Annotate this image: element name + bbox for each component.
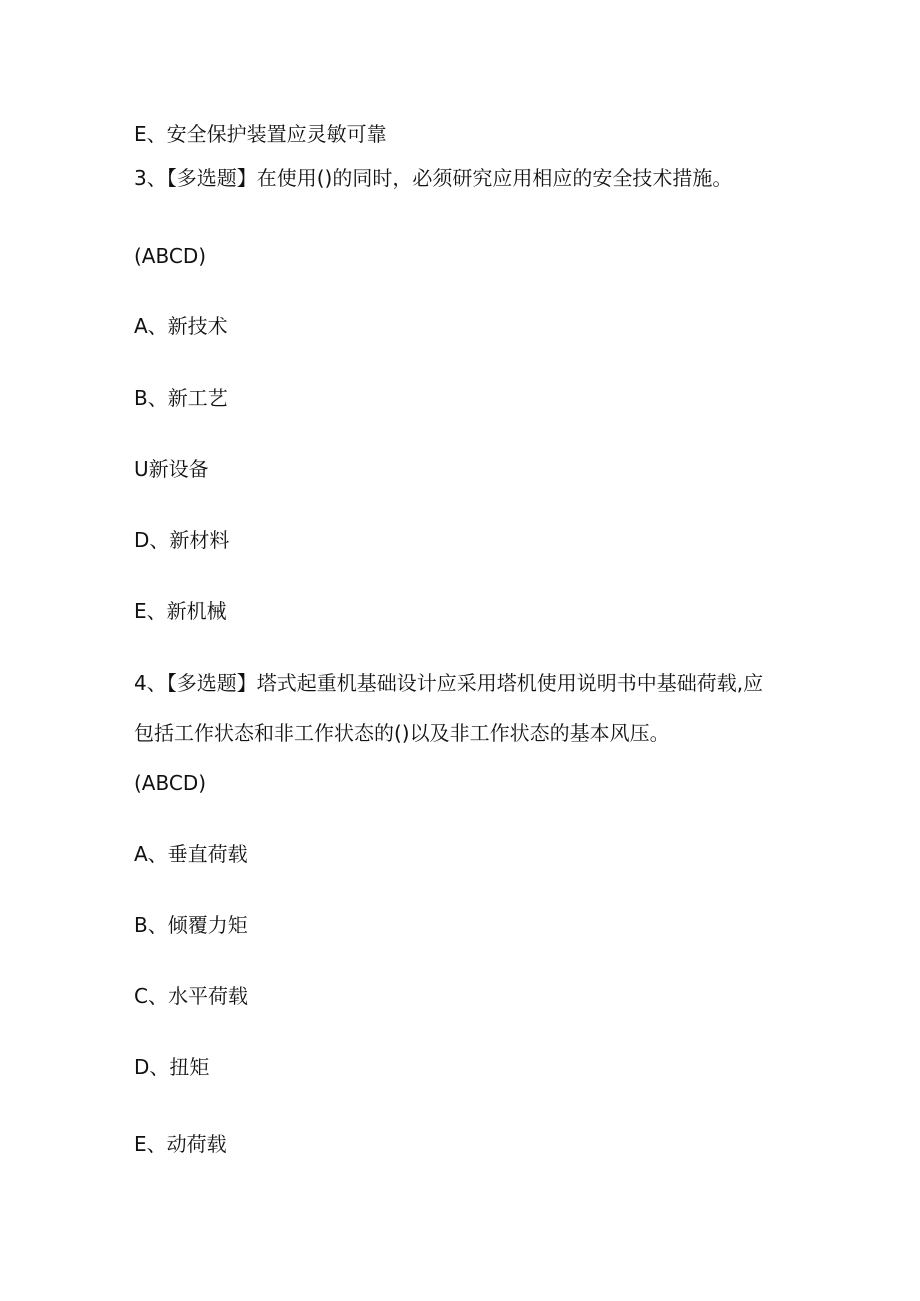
q4-option-a: A、垂直荷载 — [134, 842, 248, 866]
q4-question-text-line1: 4、【多选题】塔式起重机基础设计应采用塔机使用说明书中基础荷载,应 — [134, 671, 764, 695]
q3-option-d: D、新材料 — [134, 528, 230, 552]
q4-option-c: C、水平荷载 — [134, 984, 248, 1008]
q4-option-d: D、扭矩 — [134, 1055, 210, 1079]
q4-answer: (ABCD) — [134, 771, 207, 795]
q3-option-b: B、新工艺 — [134, 386, 228, 410]
q4-option-b: B、倾覆力矩 — [134, 913, 248, 937]
q3-option-a: A、新技术 — [134, 314, 228, 338]
q3-answer: (ABCD) — [134, 244, 207, 268]
q3-question-text: 3、【多选题】在使用()的同时，必须研究应用相应的安全技术措施。 — [134, 166, 733, 190]
q3-option-e: E、新机械 — [134, 599, 227, 623]
q4-question-text-line2: 包括工作状态和非工作状态的()以及非工作状态的基本风压。 — [134, 721, 670, 745]
q3-option-c: U新设备 — [134, 457, 209, 481]
q4-option-e: E、动荷载 — [134, 1132, 227, 1156]
q2-option-e: E、安全保护装置应灵敏可靠 — [134, 122, 387, 146]
